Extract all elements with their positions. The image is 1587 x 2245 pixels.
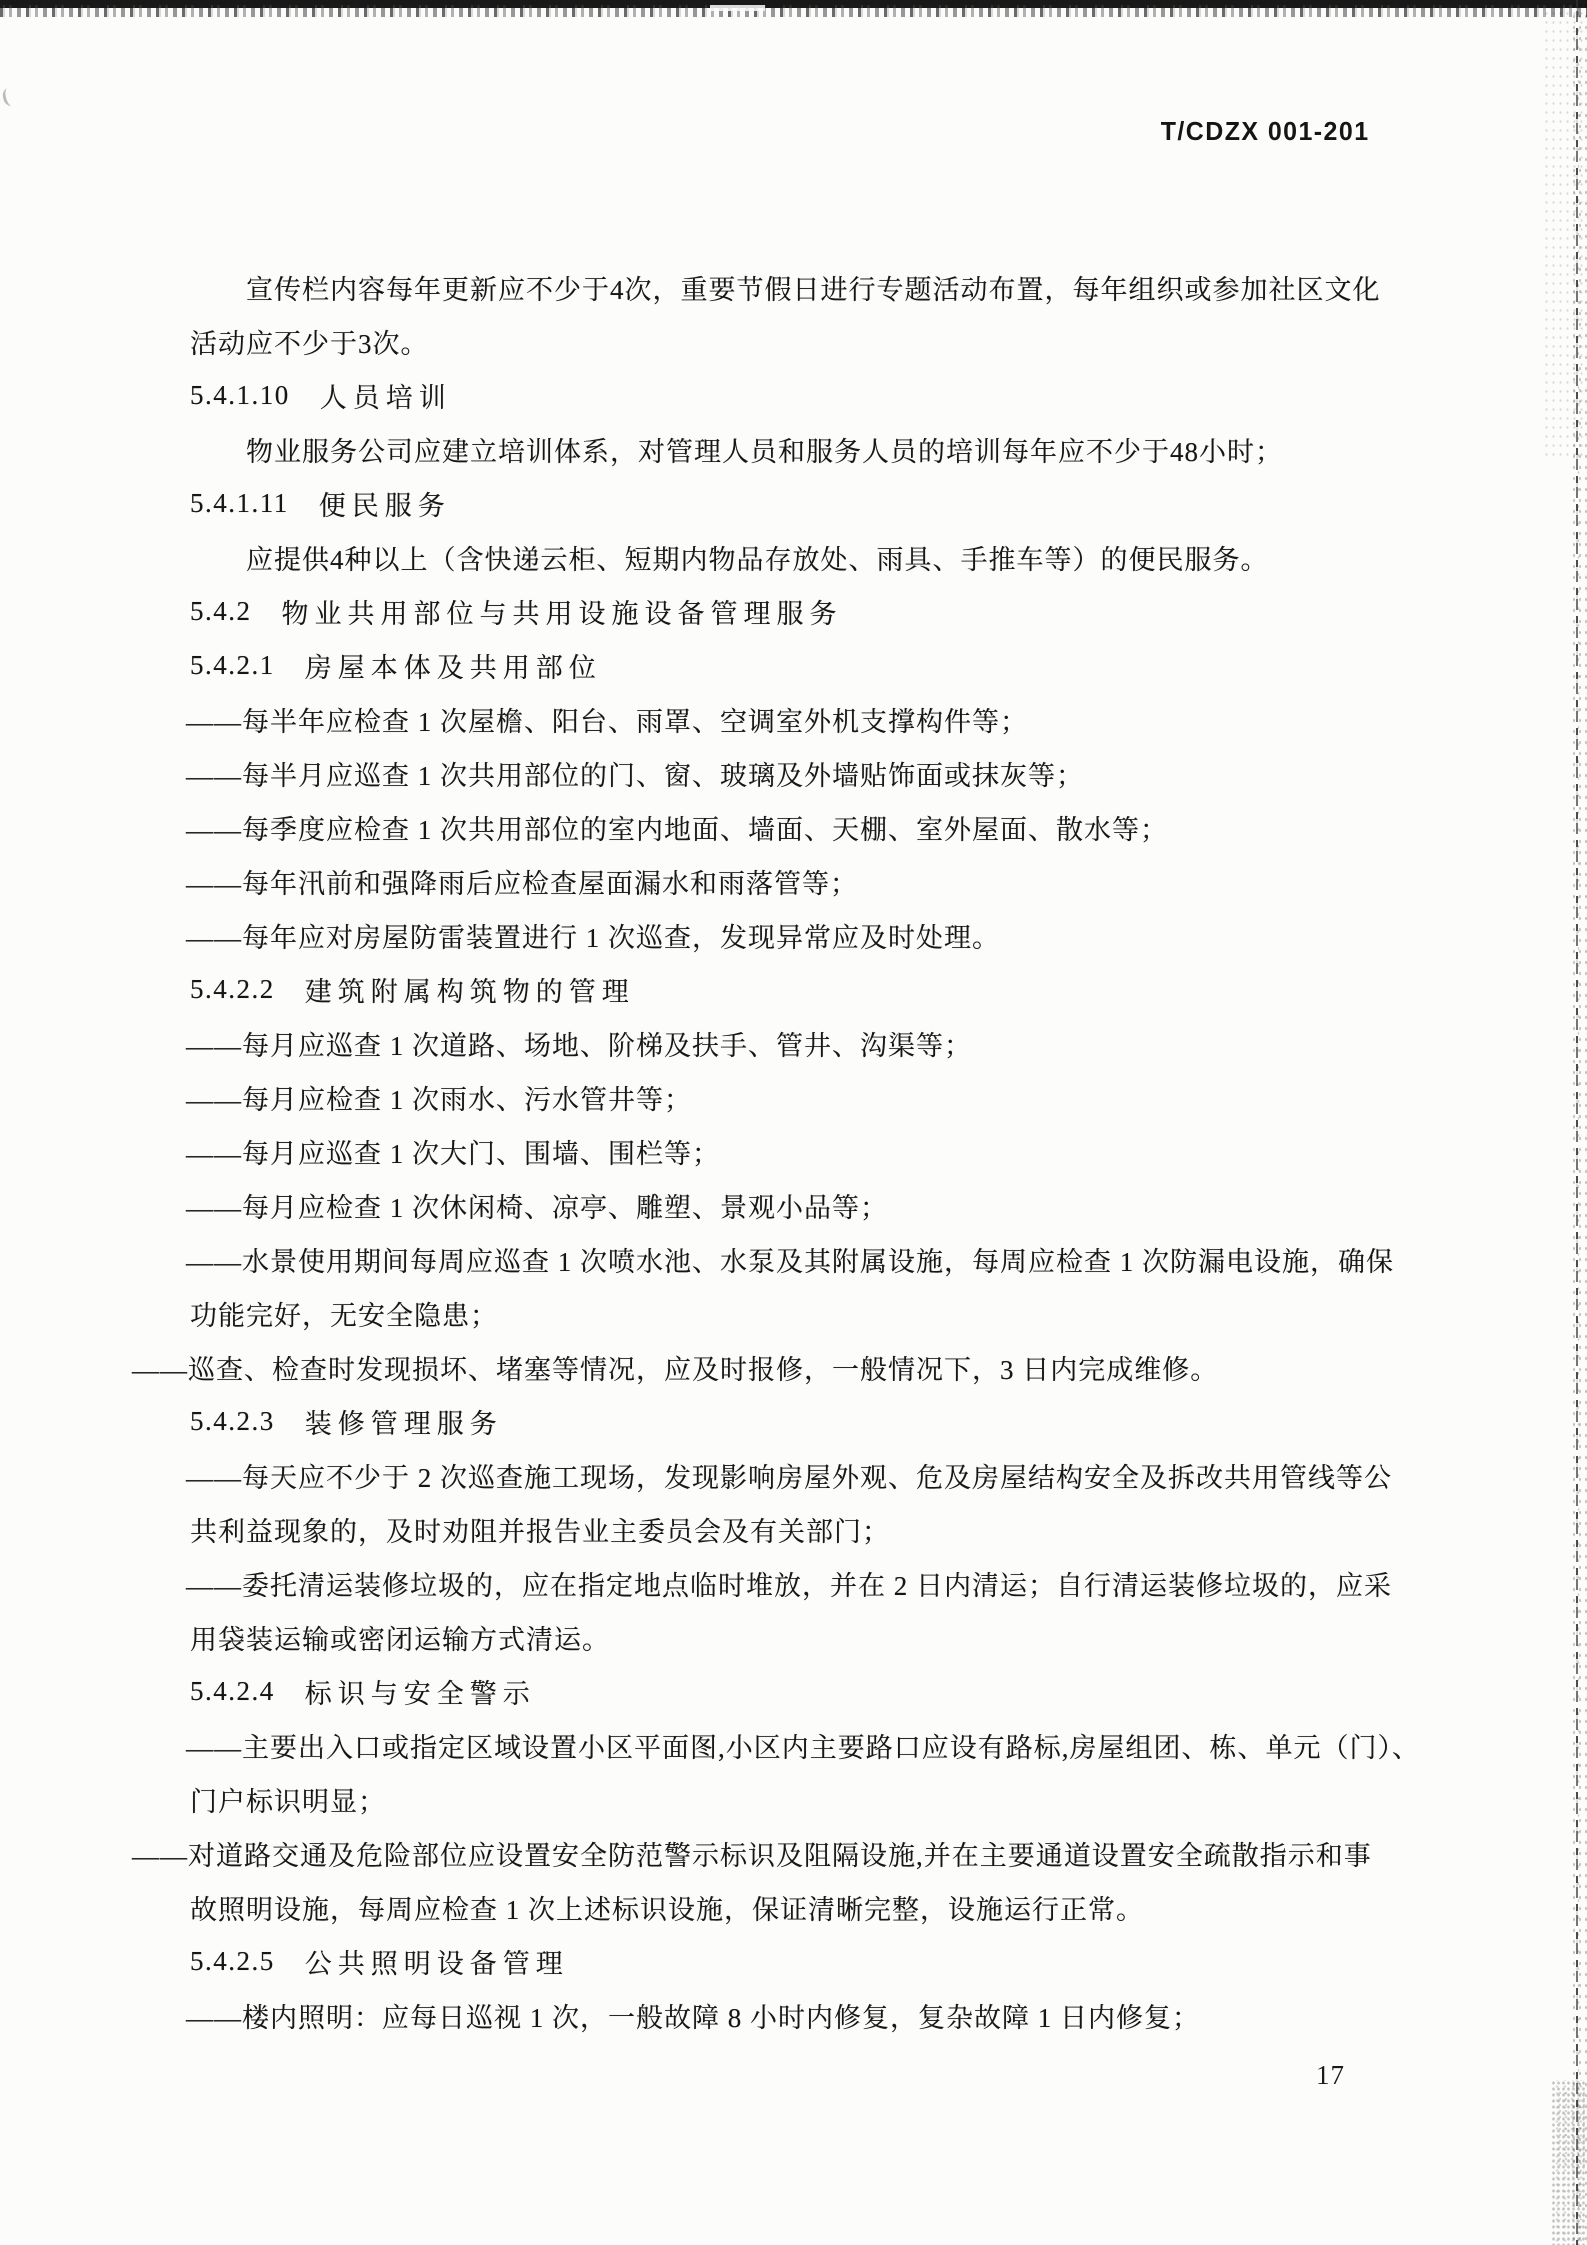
- document-line-text: ——对道路交通及危险部位应设置安全防范警示标识及阻隔设施,并在主要通道设置安全疏散指示和事: [132, 1840, 1372, 1871]
- section-heading: [190, 368, 1587, 422]
- document-line: [186, 1232, 1587, 1286]
- document-line: [186, 692, 1587, 746]
- page-header-code: T/CDZX 001-201: [1161, 116, 1370, 146]
- document-line-text: ——每季度应检查 1 次共用部位的室内地面、墙面、天棚、室外屋面、散水等；: [186, 814, 1168, 845]
- document-line: [190, 260, 1587, 314]
- document-line: [186, 854, 1587, 908]
- document-line: [190, 422, 1587, 476]
- document-line-text: 功能完好，无安全隐患；: [190, 1300, 498, 1331]
- section-heading: [190, 1934, 1587, 1988]
- document-line: [186, 908, 1587, 962]
- scan-artifact-top-edge-gap: [710, 5, 765, 11]
- heading-number: 5.4.2.5: [190, 1945, 275, 1976]
- section-heading: [190, 476, 1587, 530]
- document-line: [186, 1718, 1587, 1772]
- document-line-text: ——每月应巡查 1 次大门、围墙、围栏等；: [186, 1138, 720, 1169]
- scan-artifact-mid-right-blob: [1557, 2090, 1587, 2170]
- section-heading: [190, 638, 1587, 692]
- document-line-text: ——每月应检查 1 次休闲椅、凉亭、雕塑、景观小品等；: [186, 1192, 888, 1223]
- heading-title: 装修管理服务: [304, 1408, 503, 1439]
- document-line: [186, 1556, 1587, 1610]
- document-line: [190, 1502, 1587, 1556]
- document-line-text: ——每半月应巡查 1 次共用部位的门、窗、玻璃及外墙贴饰面或抹灰等；: [186, 760, 1084, 791]
- document-line-text: 应提供4种以上（含快递云柜、短期内物品存放处、雨具、手推车等）的便民服务。: [246, 544, 1269, 575]
- document-line-text: 物业服务公司应建立培训体系，对管理人员和服务人员的培训每年应不少于48小时；: [246, 436, 1283, 467]
- document-line: [186, 1178, 1587, 1232]
- heading-number: 5.4.2.4: [190, 1675, 275, 1706]
- document-line: [190, 1286, 1587, 1340]
- document-line-text: ——每年应对房屋防雷装置进行 1 次巡查，发现异常应及时处理。: [186, 922, 1000, 953]
- document-line: [132, 1340, 1587, 1394]
- document-line-text: 活动应不少于3次。: [190, 328, 429, 359]
- heading-title: 房屋本体及共用部位: [304, 652, 602, 683]
- document-line: [190, 1772, 1587, 1826]
- document-line-text: 用袋装运输或密闭运输方式清运。: [190, 1624, 610, 1655]
- document-line-text: 共利益现象的，及时劝阻并报告业主委员会及有关部门；: [190, 1516, 890, 1547]
- heading-title: 标识与安全警示: [304, 1678, 536, 1709]
- document-line-text: ——水景使用期间每周应巡查 1 次喷水池、水泵及其附属设施，每周应检查 1 次防漏电设施，确保: [186, 1246, 1394, 1277]
- section-heading: [190, 584, 1587, 638]
- document-line-text: ——主要出入口或指定区域设置小区平面图,小区内主要路口应设有路标,房屋组团、栋、单元（门）、: [186, 1732, 1420, 1763]
- document-line-text: ——巡查、检查时发现损坏、堵塞等情况，应及时报修，一般情况下，3 日内完成维修。: [132, 1354, 1219, 1385]
- document-line: [132, 1826, 1587, 1880]
- document-line: [186, 1016, 1587, 1070]
- document-line-text: ——委托清运装修垃圾的，应在指定地点临时堆放，并在 2 日内清运；自行清运装修垃圾的，应采: [186, 1570, 1392, 1601]
- scan-artifact-top-edge-noise: [0, 5, 1587, 17]
- heading-title: 物业共用部位与共用设施设备管理服务: [281, 598, 843, 629]
- document-line-text: 故照明设施，每周应检查 1 次上述标识设施，保证清晰完整，设施运行正常。: [190, 1894, 1144, 1925]
- heading-number: 5.4.1.11: [190, 487, 289, 518]
- document-line: [186, 1988, 1587, 2042]
- heading-title: 公共照明设备管理: [304, 1948, 569, 1979]
- section-heading: [190, 1394, 1587, 1448]
- document-line-text: ——每月应巡查 1 次道路、场地、阶梯及扶手、管井、沟渠等；: [186, 1030, 972, 1061]
- document-line: [186, 1448, 1587, 1502]
- document-line: [186, 1124, 1587, 1178]
- section-heading: [190, 962, 1587, 1016]
- page-number: 17: [1316, 2060, 1345, 2090]
- document-line-text: ——每年汛前和强降雨后应检查屋面漏水和雨落管等；: [186, 868, 858, 899]
- heading-number: 5.4.2: [190, 595, 252, 626]
- heading-title: 便民服务: [318, 490, 451, 521]
- section-heading: [190, 1664, 1587, 1718]
- document-line-text: 门户标识明显；: [190, 1786, 386, 1817]
- document-line-text: 宣传栏内容每年更新应不少于4次，重要节假日进行专题活动布置，每年组织或参加社区文化: [246, 274, 1381, 305]
- document-line-text: ——每天应不少于 2 次巡查施工现场，发现影响房屋外观、危及房屋结构安全及拆改共用管线等公: [186, 1462, 1392, 1493]
- document-line-text: ——每月应检查 1 次雨水、污水管井等；: [186, 1084, 692, 1115]
- document-line: [186, 1070, 1587, 1124]
- document-line-text: ——楼内照明：应每日巡视 1 次，一般故障 8 小时内修复，复杂故障 1 日内修复；: [186, 2002, 1200, 2033]
- heading-title: 建筑附属构筑物的管理: [304, 976, 635, 1007]
- heading-title: 人员培训: [319, 382, 452, 413]
- document-line: [190, 1880, 1587, 1934]
- document-body: [0, 260, 1587, 2042]
- document-line: [190, 1610, 1587, 1664]
- document-line: [190, 314, 1587, 368]
- document-line-text: ——每半年应检查 1 次屋檐、阳台、雨罩、空调室外机支撑构件等；: [186, 706, 1028, 737]
- document-line: [186, 800, 1587, 854]
- document-line: [190, 530, 1587, 584]
- heading-number: 5.4.2.2: [190, 973, 275, 1004]
- heading-number: 5.4.1.10: [190, 379, 290, 410]
- heading-number: 5.4.2.1: [190, 649, 275, 680]
- heading-number: 5.4.2.3: [190, 1405, 275, 1436]
- scan-artifact-left-mark: [1, 87, 18, 108]
- document-line: [186, 746, 1587, 800]
